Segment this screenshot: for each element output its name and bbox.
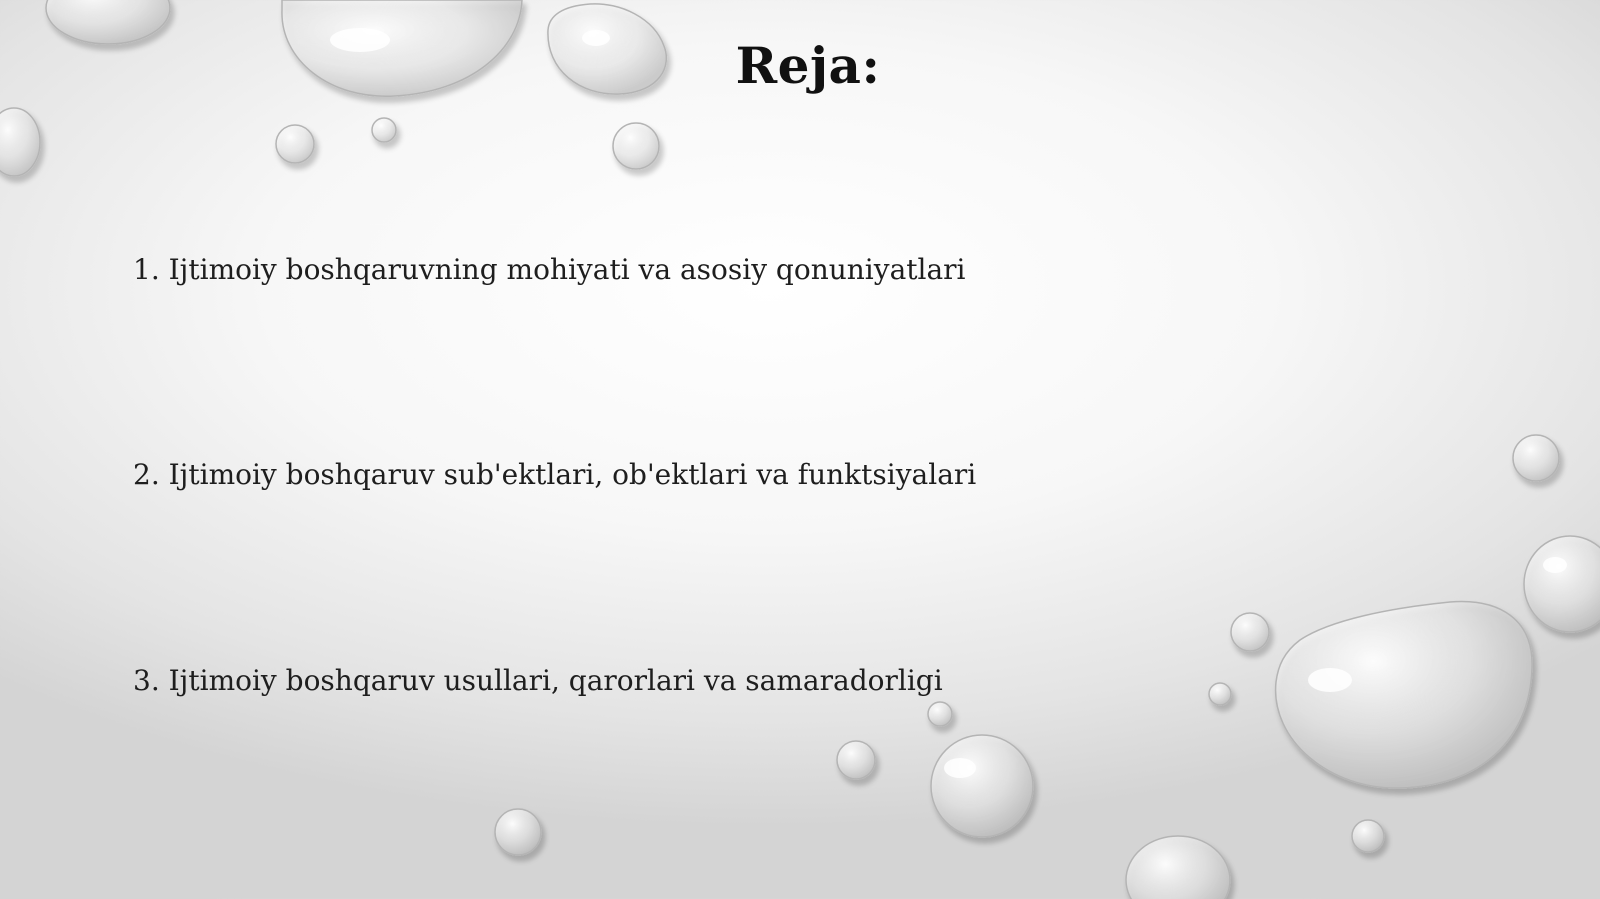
plan-item-3: 3. Ijtimoiy boshqaruv usullari, qarorlari va samaradorligi (133, 664, 943, 697)
droplet (276, 125, 314, 163)
droplet (613, 123, 659, 169)
droplet (928, 702, 952, 726)
droplet (1231, 613, 1269, 651)
droplet (1126, 836, 1230, 899)
droplet (837, 741, 875, 779)
droplet (495, 809, 541, 855)
plan-item-2: 2. Ijtimoiy boshqaruv sub'ektlari, ob'ektlari va funktsiyalari (133, 458, 977, 491)
slide-title: Reja: (735, 36, 881, 95)
plan-item-1: 1. Ijtimoiy boshqaruvning mohiyati va asosiy qonuniyatlari (133, 253, 966, 286)
droplet (372, 118, 396, 142)
droplet (1209, 683, 1231, 705)
droplet (1276, 602, 1532, 789)
droplet (0, 108, 40, 176)
droplet (1524, 536, 1600, 632)
droplet (1352, 820, 1384, 852)
droplet (1513, 435, 1559, 481)
droplet (931, 735, 1033, 837)
